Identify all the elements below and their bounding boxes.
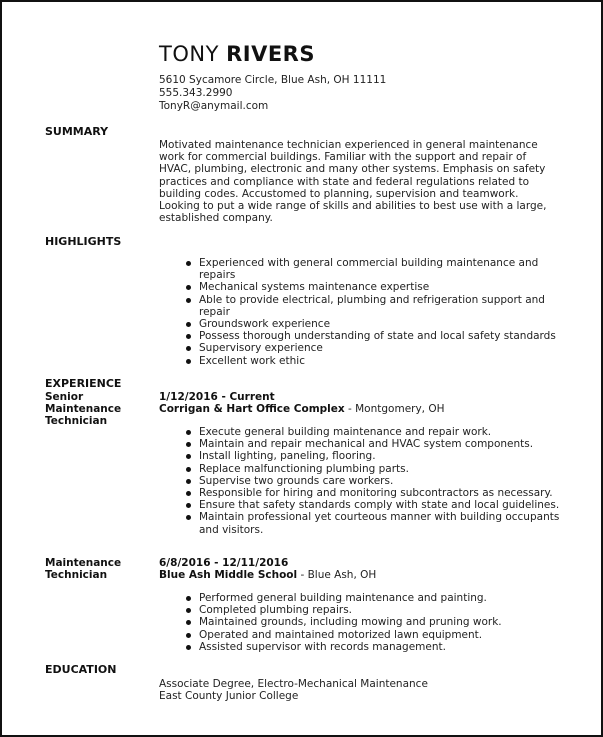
summary-text: Motivated maintenance technician experienced in general maintenance work for commercial buildings. Familiar with the support and repair of HVAC, plumbing, electronic and many other systems. Emphasis on safety practices and compliance with state and federal regulations related to building codes. Accustomed to planning, supervision and teamwork. Looking to put a wide range of skills and abilities to best use with a large, established company. — [159, 139, 547, 225]
list-item: Responsible for hiring and monitoring subcontractors as necessary. — [199, 487, 564, 499]
summary-heading: SUMMARY — [45, 125, 109, 138]
job-employer — [159, 569, 376, 581]
address: 5610 Sycamore Circle, Blue Ash, OH 11111 — [159, 74, 387, 86]
job-title: Senior Maintenance Technician — [45, 391, 122, 428]
education-details — [159, 678, 428, 702]
first-name: TONY — [159, 42, 219, 66]
education-heading: EDUCATION — [45, 663, 117, 676]
list-item: Ensure that safety standards comply with state and local guidelines. — [199, 499, 564, 511]
list-item: Mechanical systems maintenance expertise — [199, 281, 564, 293]
job-dates: 6/8/2016 - 12/11/2016 — [159, 557, 289, 569]
candidate-name — [159, 42, 315, 66]
list-item: Install lighting, paneling, flooring. — [199, 450, 564, 462]
list-item: Excellent work ethic — [199, 355, 564, 367]
list-item: Maintain professional yet courteous manner with building occupants and visitors. — [199, 511, 564, 535]
job-duties-list — [199, 426, 564, 536]
highlights-heading: HIGHLIGHTS — [45, 235, 122, 248]
list-item: Assisted supervisor with records management. — [199, 641, 564, 653]
list-item: Completed plumbing repairs. — [199, 604, 564, 616]
list-item: Maintained grounds, including mowing and pruning work. — [199, 616, 564, 628]
list-item: Maintain and repair mechanical and HVAC system components. — [199, 438, 564, 450]
phone: 555.343.2990 — [159, 87, 233, 99]
highlights-list — [199, 257, 564, 367]
list-item: Performed general building maintenance and painting. — [199, 592, 564, 604]
degree: Associate Degree, Electro-Mechanical Maintenance — [159, 678, 428, 690]
list-item: Replace malfunctioning plumbing parts. — [199, 463, 564, 475]
last-name: RIVERS — [226, 42, 315, 66]
list-item: Able to provide electrical, plumbing and refrigeration support and repair — [199, 294, 564, 318]
list-item: Operated and maintained motorized lawn equipment. — [199, 629, 564, 641]
company-name: Corrigan & Hart Office Complex — [159, 403, 345, 415]
job-employer — [159, 403, 445, 415]
list-item: Experienced with general commercial building maintenance and repairs — [199, 257, 564, 281]
experience-heading: EXPERIENCE — [45, 377, 122, 390]
email: TonyR@anymail.com — [159, 100, 269, 112]
school: East County Junior College — [159, 690, 299, 703]
list-item: Groundswork experience — [199, 318, 564, 330]
contact-info — [159, 74, 386, 113]
list-item: Execute general building maintenance and repair work. — [199, 426, 564, 438]
list-item: Supervisory experience — [199, 342, 564, 354]
job-title: Maintenance Technician — [45, 557, 122, 582]
job-dates: 1/12/2016 - Current — [159, 391, 275, 403]
list-item: Possess thorough understanding of state and local safety standards — [199, 330, 564, 342]
company-location: - Blue Ash, OH — [297, 569, 377, 581]
company-location: - Montgomery, OH — [344, 403, 445, 415]
company-name: Blue Ash Middle School — [159, 569, 298, 581]
job-duties-list — [199, 592, 564, 653]
list-item: Supervise two grounds care workers. — [199, 475, 564, 487]
